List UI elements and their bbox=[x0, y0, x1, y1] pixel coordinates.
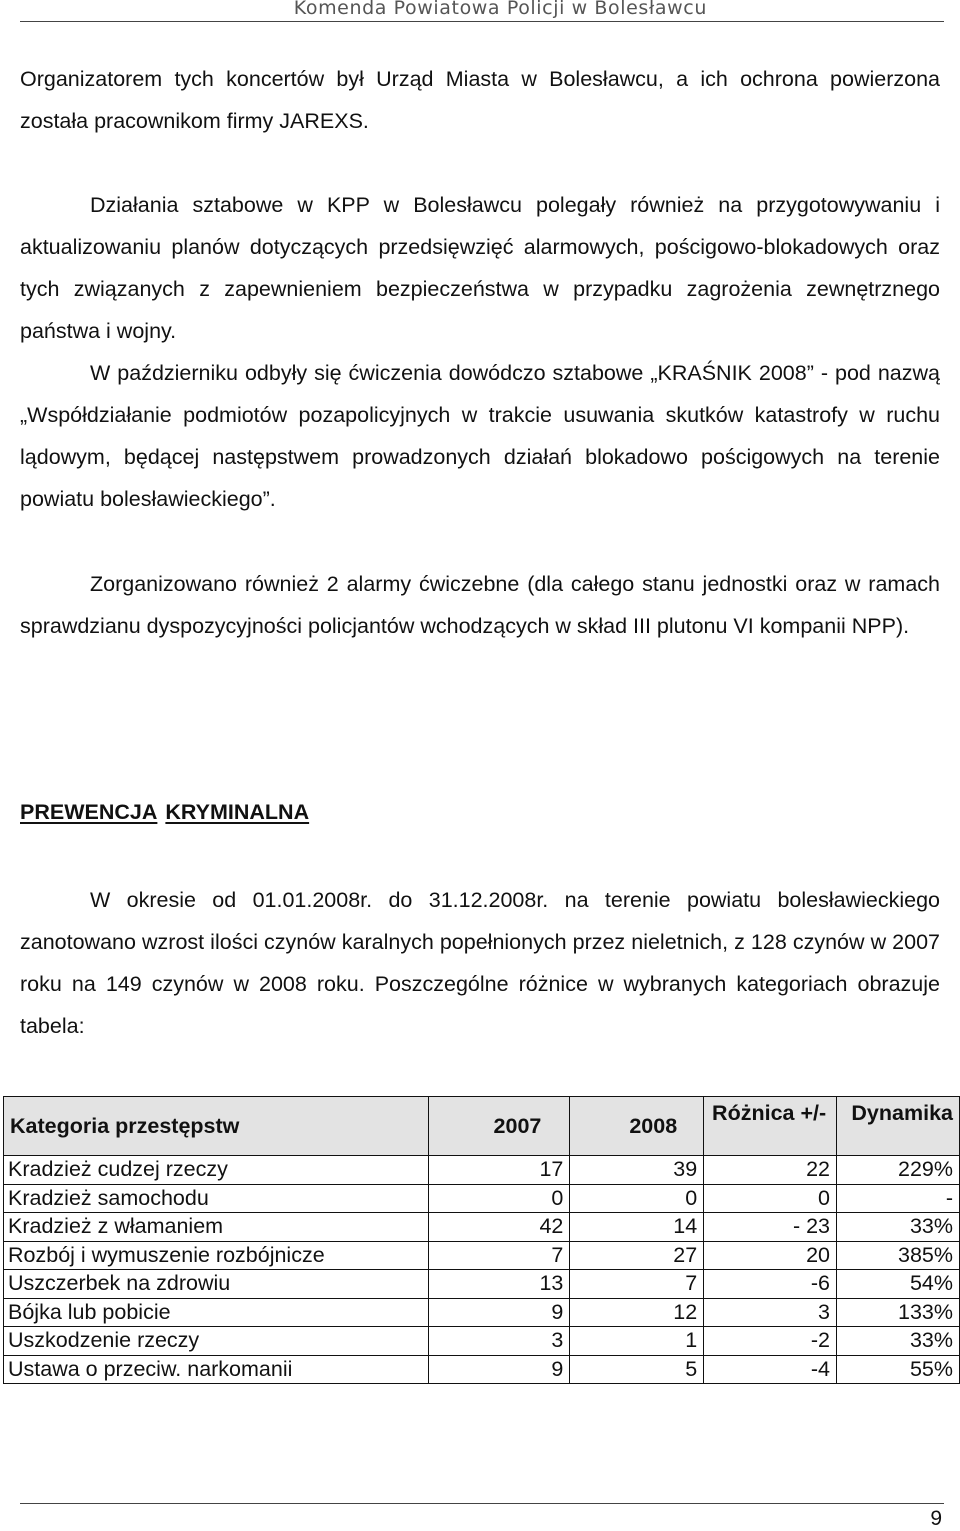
cell-dynamics: 229% bbox=[837, 1156, 960, 1185]
header-difference: Różnica +/- bbox=[704, 1097, 837, 1156]
paragraph-exercises: W październiku odbyły się ćwiczenia dowódczo sztabowe „KRAŚNIK 2008” - pod nazwą „Współdziałanie podmiotów pozapolicyjnych w trakcie usuwania skutków katastrofy w ruchu lądowym, będącej następstwem prowadzonych działań blokadowo pościgowych na terenie powiatu bolesławieckiego”. bbox=[20, 361, 940, 511]
cell-difference: -6 bbox=[704, 1270, 837, 1299]
cell-2008: 27 bbox=[570, 1241, 704, 1270]
cell-2007: 42 bbox=[428, 1213, 570, 1242]
cell-dynamics: 33% bbox=[837, 1327, 960, 1356]
cell-difference: -4 bbox=[704, 1355, 837, 1384]
paragraph-alarms: Zorganizowano również 2 alarmy ćwiczebne (dla całego stanu jednostki oraz w ramach sprawdzianu dyspozycyjności policjantów wchodzących w skład III plutonu VI kompanii NPP). bbox=[20, 572, 940, 638]
cell-2008: 12 bbox=[570, 1298, 704, 1327]
table-row bbox=[4, 1355, 960, 1384]
header-2007: 2007 bbox=[428, 1097, 570, 1156]
cell-dynamics: 55% bbox=[837, 1355, 960, 1384]
cell-2007: 17 bbox=[428, 1156, 570, 1185]
cell-difference: 22 bbox=[704, 1156, 837, 1185]
cell-2008: 7 bbox=[570, 1270, 704, 1299]
section-heading: PREWENCJA KRYMINALNA bbox=[20, 800, 310, 824]
cell-2007: 9 bbox=[428, 1298, 570, 1327]
cell-2008: 0 bbox=[570, 1184, 704, 1213]
cell-2008: 39 bbox=[570, 1156, 704, 1185]
header-2008: 2008 bbox=[570, 1097, 704, 1156]
cell-category: Kradzież z włamaniem bbox=[4, 1213, 429, 1242]
header-dynamics: Dynamika bbox=[837, 1097, 960, 1156]
table-row bbox=[4, 1327, 960, 1356]
cell-2008: 1 bbox=[570, 1327, 704, 1356]
cell-difference: -2 bbox=[704, 1327, 837, 1356]
table-row bbox=[4, 1213, 960, 1242]
cell-category: Rozbój i wymuszenie rozbójnicze bbox=[4, 1241, 429, 1270]
table-header-row bbox=[4, 1097, 960, 1156]
table-row bbox=[4, 1270, 960, 1299]
footer-divider bbox=[20, 1503, 944, 1504]
cell-2008: 14 bbox=[570, 1213, 704, 1242]
cell-2007: 13 bbox=[428, 1270, 570, 1299]
cell-difference: 3 bbox=[704, 1298, 837, 1327]
cell-2007: 0 bbox=[428, 1184, 570, 1213]
header-category: Kategoria przestępstw bbox=[4, 1097, 429, 1156]
cell-dynamics: 33% bbox=[837, 1213, 960, 1242]
cell-2007: 3 bbox=[428, 1327, 570, 1356]
cell-difference: 20 bbox=[704, 1241, 837, 1270]
cell-category: Uszczerbek na zdrowiu bbox=[4, 1270, 429, 1299]
header-divider bbox=[20, 21, 944, 22]
table-row bbox=[4, 1156, 960, 1185]
cell-category: Kradzież samochodu bbox=[4, 1184, 429, 1213]
running-header: Komenda Powiatowa Policji w Bolesławcu bbox=[293, 0, 707, 19]
cell-2007: 7 bbox=[428, 1241, 570, 1270]
cell-category: Bójka lub pobicie bbox=[4, 1298, 429, 1327]
cell-dynamics: 54% bbox=[837, 1270, 960, 1299]
cell-difference: - 23 bbox=[704, 1213, 837, 1242]
cell-category: Ustawa o przeciw. narkomanii bbox=[4, 1355, 429, 1384]
paragraph-juvenile-crime: W okresie od 01.01.2008r. do 31.12.2008r. na terenie powiatu bolesławieckiego zanotowano wzrost ilości czynów karalnych popełnionych przez nieletnich, z 128 czynów w 2007 roku na 149 czynów w 2008 roku. Poszczególne różnice w wybranych kategoriach obrazuje tabela: bbox=[20, 888, 940, 1038]
cell-2007: 9 bbox=[428, 1355, 570, 1384]
table-row bbox=[4, 1298, 960, 1327]
cell-2008: 5 bbox=[570, 1355, 704, 1384]
crime-statistics-table bbox=[3, 1096, 960, 1384]
cell-category: Kradzież cudzej rzeczy bbox=[4, 1156, 429, 1185]
page-number: 9 bbox=[930, 1507, 942, 1530]
table-row bbox=[4, 1241, 960, 1270]
paragraph-organizers: Organizatorem tych koncertów był Urząd Miasta w Bolesławcu, a ich ochrona powierzona została pracownikom firmy JAREXS. bbox=[20, 67, 940, 133]
cell-category: Uszkodzenie rzeczy bbox=[4, 1327, 429, 1356]
table-row bbox=[4, 1184, 960, 1213]
paragraph-staff-activities: Działania sztabowe w KPP w Bolesławcu polegały również na przygotowywaniu i aktualizowaniu planów dotyczących przedsięwzięć alarmowych, pościgowo-blokadowych oraz tych związanych z zapewnieniem bezpieczeństwa w przypadku zagrożenia zewnętrznego państwa i wojny. bbox=[20, 193, 940, 343]
cell-dynamics: 133% bbox=[837, 1298, 960, 1327]
cell-dynamics: - bbox=[837, 1184, 960, 1213]
cell-dynamics: 385% bbox=[837, 1241, 960, 1270]
cell-difference: 0 bbox=[704, 1184, 837, 1213]
